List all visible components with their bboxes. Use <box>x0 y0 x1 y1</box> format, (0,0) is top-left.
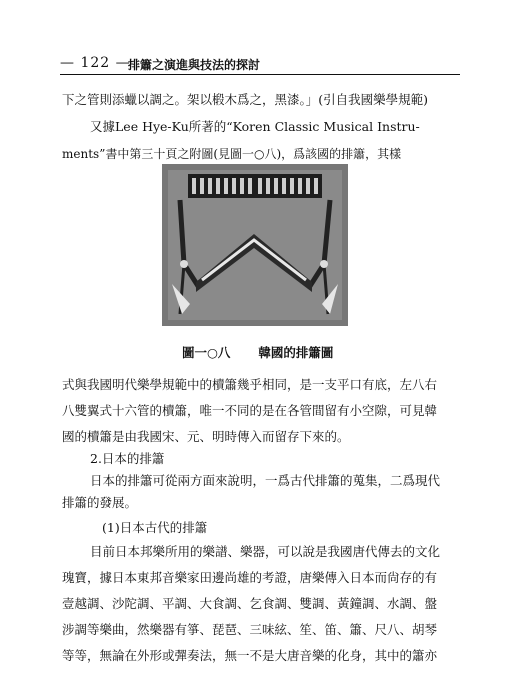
text-line: 日本的排簫可從兩方面來說明，一爲古代排簫的蒐集，二爲現代 <box>90 473 441 488</box>
section-heading: 2.日本的排簫 <box>90 451 165 466</box>
text-line: 排簫的發展。 <box>62 495 138 510</box>
text-line: 八雙翼式十六管的櫝簫，唯一不同的是在各管間留有小空隙，可見韓 <box>62 403 438 418</box>
figure-caption <box>182 343 333 361</box>
page-header <box>60 55 460 73</box>
text-line: 國的櫝簫是由我國宋、元、明時傳入而留存下來的。 <box>62 429 350 444</box>
korean-panpipe-photo <box>162 164 348 326</box>
figure-title: 韓國的排簫圖 <box>258 345 334 360</box>
subsection-heading: (1)日本古代的排簫 <box>102 520 208 535</box>
text-line: 涉調等樂曲，然樂器有箏、琵琶、三味絃、笙、笛、簫、尺八、胡琴 <box>62 622 438 637</box>
text-line: 壹越調、沙陀調、平調、大食調、乞食調、雙調、黃鐘調、水調、盤 <box>62 596 438 611</box>
text-line: 瑰寶，據日本東邦音樂家田邊尚雄的考證，唐樂傳入日本而尙存的有 <box>62 570 438 585</box>
text-line: 目前日本邦樂所用的樂譜、樂器，可以說是我國唐代傳去的文化 <box>90 544 441 559</box>
running-title: 排簫之演進與技法的探討 <box>128 58 261 72</box>
page-number: — 122 — <box>60 55 131 71</box>
text-line: 又據Lee Hye-Ku所著的“Koren Classic Musical Instru- <box>90 119 420 134</box>
panpipe-illustration <box>162 164 348 326</box>
text-line: 式與我國明代樂學規範中的櫝簫幾乎相同，是一支平口有底，左八右 <box>62 377 438 392</box>
text-line: ments”書中第三十頁之附圖(見圖一○八)，爲該國的排簫，其樣 <box>62 147 402 161</box>
figure-number: 圖一○八 <box>182 345 231 360</box>
text-line: 等等，無論在外形或彈奏法，無一不是大唐音樂的化身，其中的簫亦 <box>62 648 438 663</box>
text-line: 下之管則添蠟以調之。架以椴木爲之，黑漆。」(引自我國樂學規範) <box>62 92 429 107</box>
header-rule <box>60 74 460 75</box>
